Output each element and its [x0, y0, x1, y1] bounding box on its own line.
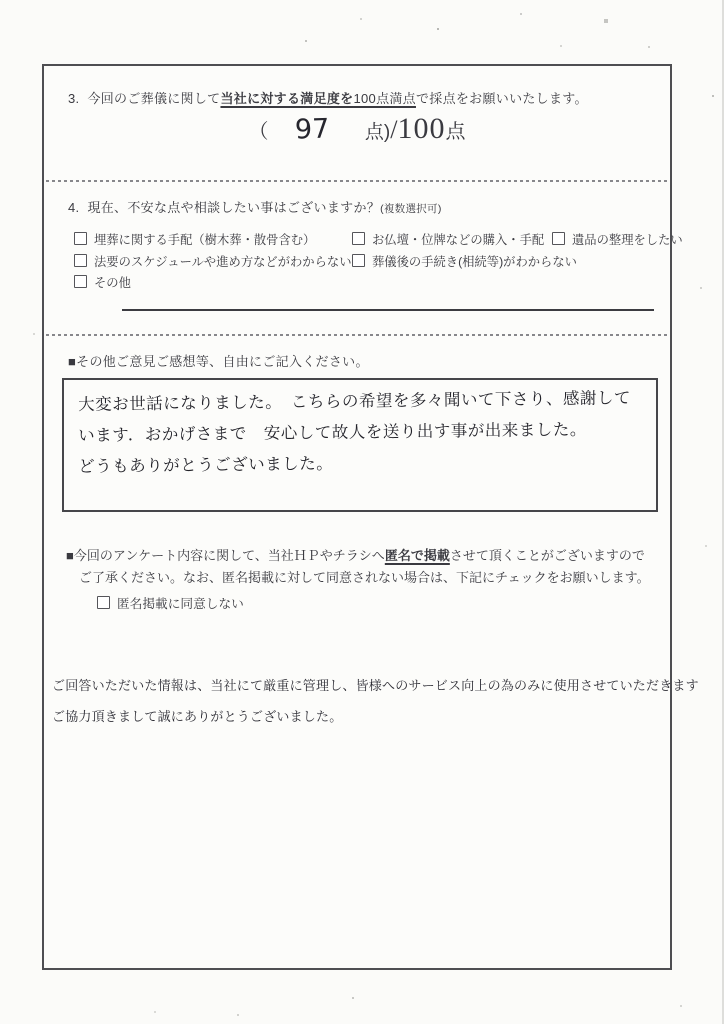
other-answer-line[interactable] — [122, 309, 654, 311]
survey-form-border — [42, 64, 699, 970]
handwritten-comment-line: 大変お世話になりました。 こちらの希望を多々聞いて下さり、感謝して — [78, 388, 632, 414]
handwritten-score-value: 97 — [294, 113, 330, 146]
checkbox-option-belongings[interactable] — [552, 230, 683, 248]
checkbox-option-memorial-schedule[interactable] — [74, 252, 352, 270]
checkbox-optout-anonymous[interactable] — [97, 593, 244, 612]
question-4-number: 4. — [68, 200, 80, 215]
question-3-lead: 今回のご葬儀に関して — [87, 91, 221, 106]
checkbox-option-burial[interactable] — [74, 230, 315, 248]
question-3-emphasis-bold: 当社に対する満足度を — [220, 91, 354, 106]
free-comment-box[interactable] — [62, 378, 658, 512]
dashed-separator-1 — [46, 180, 668, 182]
privacy-footer-line1: ご回答いただいた情報は、当社にて厳重に管理し、皆様へのサービス向上の為のみに使用させていただきます — [52, 678, 699, 693]
checkbox-label: 遺品の整理をしたい — [572, 233, 683, 247]
question-4-text — [68, 197, 442, 216]
score-paren-open: （ — [248, 121, 269, 143]
checkbox-icon — [552, 232, 565, 245]
checkbox-icon — [352, 254, 365, 267]
score-total: 100 — [397, 112, 446, 145]
anonymity-prefix: ■今回のアンケート内容に関して、当社ＨＰやチラシへ — [66, 548, 385, 563]
dashed-separator-2 — [46, 334, 668, 336]
anonymity-suffix: させて頂くことがございますので — [449, 548, 645, 563]
checkbox-label: その他 — [94, 276, 131, 290]
scan-noise-speckles — [0, 0, 2, 2]
handwritten-comment-line: います．おかげさまで 安心して故人を送り出す事が出来ました。 — [78, 419, 587, 445]
checkbox-option-procedures[interactable] — [352, 252, 577, 270]
question-4-note: (複数選択可) — [380, 203, 442, 215]
anonymity-emphasis: 匿名で掲載 — [384, 548, 450, 563]
question-3-text — [68, 88, 588, 107]
question-3-number: 3. — [68, 91, 80, 106]
checkbox-option-butsudan[interactable] — [352, 230, 544, 248]
privacy-footer-line2: ご協力頂きまして誠にありがとうございました。 — [52, 709, 343, 724]
checkbox-label: 葬儀後の手続き(相続等)がわからない — [372, 255, 577, 269]
question-4-title: 現在、不安な点や相談したい事はございますか？ — [87, 200, 381, 215]
checkbox-label: お仏壇・位牌などの購入・手配 — [372, 233, 545, 247]
privacy-footer — [52, 670, 699, 732]
checkbox-icon — [74, 232, 87, 245]
checkbox-icon — [352, 232, 365, 245]
score-unit-close: 点) — [364, 122, 391, 143]
anonymity-notice-line1 — [66, 545, 650, 567]
checkbox-icon — [74, 254, 87, 267]
anonymity-notice — [66, 545, 650, 589]
free-comment-header: ■その他ご意見ご感想等、自由にご記入ください。 — [68, 354, 369, 369]
checkbox-icon — [74, 275, 87, 288]
checkbox-label: 法要のスケジュールや進め方などがわからない — [94, 255, 352, 269]
question-3-emphasis-underline: 100点満点 — [353, 91, 416, 106]
checkbox-label: 埋葬に関する手配（樹木葬・散骨含む） — [94, 233, 316, 247]
score-total-unit: 点 — [445, 121, 466, 143]
question-3-tail: で採点をお願いいたします。 — [415, 91, 588, 106]
checkbox-label: 匿名掲載に同意しない — [117, 597, 244, 611]
anonymity-notice-line2: ご了承ください。なお、匿名掲載に対して同意されない場合は、下記にチェックをお願いします。 — [79, 570, 650, 585]
score-slash: / — [390, 115, 398, 144]
satisfaction-score-entry[interactable] — [44, 112, 670, 146]
checkbox-option-other[interactable] — [74, 273, 131, 291]
handwritten-comment-line: どうもありがとうございました。 — [78, 453, 334, 476]
checkbox-icon — [97, 596, 110, 609]
